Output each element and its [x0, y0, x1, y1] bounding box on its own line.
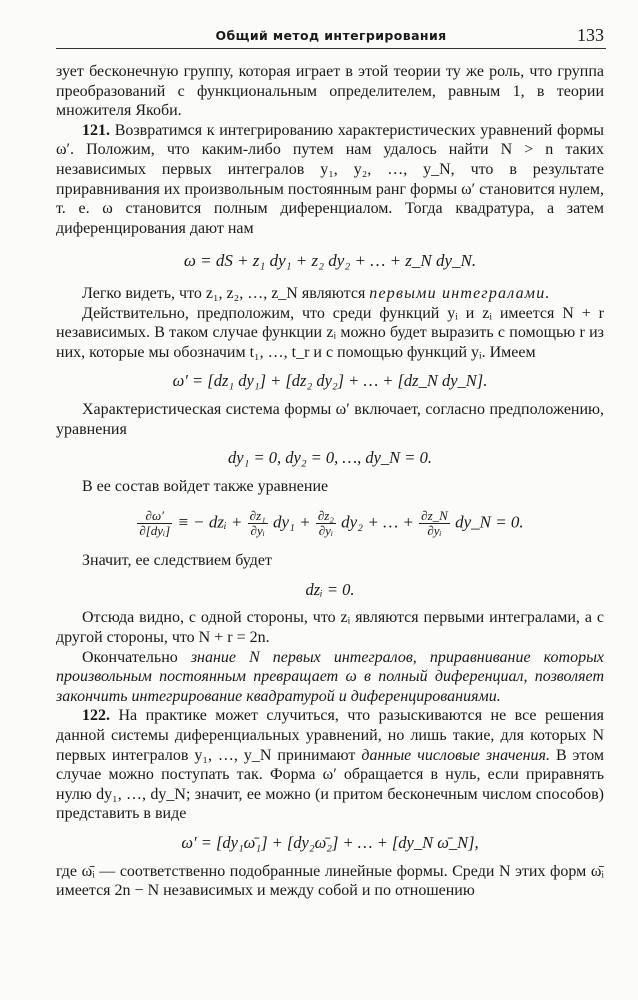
equation-omega-prime: ω′ = [dz₁ dy₁] + [dz₂ dy₂] + … + [dz_N dy_N]. — [172, 371, 488, 391]
page-body — [56, 62, 604, 901]
fraction-term-n: $\frac{\partial z\_N}{\text{∂yᵢ}}$ — [421, 508, 448, 539]
paragraph-text: На практике может случиться, что разыскиваются не все решения данной системы диференциальных уравнений, но лишь такие, для которых N первых интегралов y₁, …, y_N принимают — [56, 707, 605, 764]
paragraph-conclusion-b — [56, 648, 604, 707]
paragraph-final: где ω̄ᵢ — соответственно подобранные линейные формы. Среди N этих форм ω̄ᵢ имеется 2n − N независимых и между собой и по отношению — [56, 862, 604, 900]
italic-phrase: данные числовые значения. — [361, 746, 550, 764]
paragraph-section-121 — [56, 121, 604, 239]
equation-omega: ω = dS + z₁ dy₁ + z₂ dy₂ + … + z_N dy_N. — [183, 251, 477, 271]
running-title: Общий метод интегрирования — [215, 28, 447, 43]
equation-term: dy₁ + — [272, 512, 311, 532]
fraction-term-1: $\frac{\text{∂z₁}}{\text{∂yᵢ}}$ — [249, 508, 266, 539]
paragraph-text: Легко видеть, что z₁, z₂, …, z_N являются — [82, 284, 366, 302]
equation-partial — [56, 509, 604, 538]
paragraph-text: Окончательно — [82, 648, 178, 666]
italic-statement: знание N первых интегралов, приравнивание которых произвольным постоянным превращает ω в полный диференциал, позволяет закончить интегрирование квадратурой и диференцированиями. — [56, 648, 605, 705]
paragraph-proof: Действительно, предположим, что среди функций yᵢ и zᵢ имеется N + r независимых. В таком случае функции zᵢ можно будет выразить с помощью r из них, которые мы обозначим t₁, …, t_r и с помощью функций yᵢ. Имеем — [56, 304, 604, 361]
paragraph-section-122 — [56, 706, 604, 824]
paragraph-continued: зует бесконечную группу, которая играет в этой теории ту же роль, что группа преобразований с функциональным определителем, равным 1, в теории множителя Якоби. — [56, 63, 604, 120]
section-number-122: 122. — [82, 707, 110, 725]
paragraph-consequence: Значит, ее следствием будет — [82, 552, 272, 570]
fraction-term-2: $\frac{\text{∂z₂}}{\text{∂yᵢ}}$ — [317, 508, 334, 539]
equation-term: dy₂ + … + — [341, 512, 414, 532]
page-header — [56, 26, 606, 49]
paragraph-first-integrals — [56, 284, 604, 304]
fraction-lhs: $\frac{\partial\omega'}{\text{∂[dyᵢ]}}$ — [139, 508, 171, 539]
emphasis-text: первыми интегралами. — [369, 284, 551, 302]
paragraph-text: Возвратимся к интегрированию характеристических уравнений формы ω′. Положим, что каким-либо путем нам удалось найти N > n таких независимых первых интегралов y₁, y₂, …, y_N, что в результате приравнивания их произвольным постоянным ранг формы ω′ становится нулем, т. е. ω становится полным диференциалом. Тогда квадратура, а затем диференцирования дают нам — [56, 121, 604, 237]
paragraph-characteristic-system: Характеристическая система формы ω′ включает, согласно предположению, уравнения — [56, 400, 604, 438]
page-number: 133 — [577, 25, 604, 45]
paragraph-conclusion-a: Отсюда видно, с одной стороны, что zᵢ являются первыми интегралами, а с другой стороны, что N + r = 2n. — [56, 609, 604, 647]
equation-dz-zero: dzᵢ = 0. — [305, 579, 355, 599]
paragraph-also-equation: В ее состав войдет также уравнение — [82, 477, 329, 495]
section-number-121: 121. — [82, 121, 110, 139]
equation-term: dy_N = 0. — [455, 512, 524, 532]
paragraph-text: В этом случае можно поступать так. Форма ω′ обращается в нуль, если приравнять нулю dy₁, …, dy_N; значит, ее можно (и притом бесконечным числом способов) представить в виде — [56, 746, 605, 823]
equation-dy-zero: dy₁ = 0, dy₂ = 0, …, dy_N = 0. — [228, 448, 432, 468]
equation-omega-bar: ω′ = [dy₁ω̄₁] + [dy₂ω̄₂] + … + [dy_N ω̄_N], — [181, 833, 479, 852]
equation-term: ≡ − dzᵢ + — [177, 512, 243, 532]
